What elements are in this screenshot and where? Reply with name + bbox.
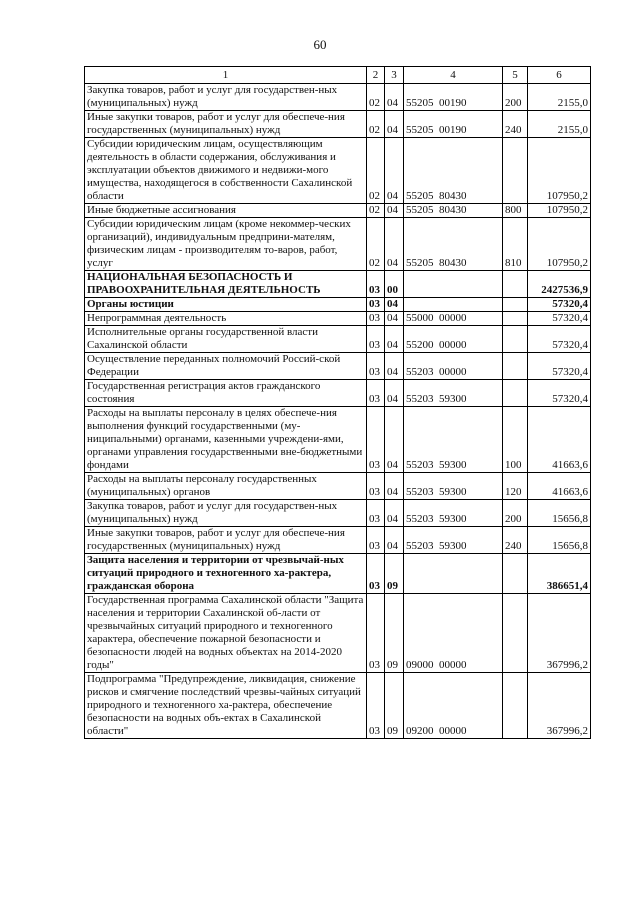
row-target-code: 55203 59300: [404, 380, 503, 407]
row-amount: 15656,8: [528, 500, 591, 527]
col-header-name: 1: [85, 67, 367, 84]
row-expense-type: 240: [503, 527, 528, 554]
budget-table: [84, 66, 591, 739]
row-target-code: 55203 00000: [404, 353, 503, 380]
row-amount: 15656,8: [528, 527, 591, 554]
row-section: 03: [367, 554, 385, 594]
table-row: [85, 473, 591, 500]
row-target-code: 55200 00000: [404, 326, 503, 353]
table-row: [85, 673, 591, 739]
table-row: [85, 111, 591, 138]
table-row: [85, 500, 591, 527]
row-name: Государственная программа Сахалинской области "Защита населения и территории Сахалинской об-ласти от чрезвычайных ситуаций природного и техногенного характера, обеспечение пожарной безопасности и безопасности людей на водных объектах на 2014-2020 годы": [85, 594, 367, 673]
page-number: 60: [313, 37, 327, 52]
row-subsection: 09: [385, 673, 404, 739]
row-name: Подпрограмма "Предупреждение, ликвидация, снижение рисков и смягчение последствий чрезвы-чайных ситуаций природного и техногенного ха-рактера, обеспечение безопасности на водных объ-ектах в Сахалинской области": [85, 673, 367, 739]
col-header-subsection: 3: [385, 67, 404, 84]
row-amount: 107950,2: [528, 218, 591, 271]
row-expense-type: [503, 271, 528, 298]
row-name: Государственная регистрация актов гражданского состояния: [85, 380, 367, 407]
row-section: 03: [367, 271, 385, 298]
row-amount: 2155,0: [528, 84, 591, 111]
row-expense-type: 240: [503, 111, 528, 138]
table-row: [85, 554, 591, 594]
row-target-code: 55000 00000: [404, 312, 503, 326]
row-target-code: 55205 80430: [404, 218, 503, 271]
row-expense-type: 200: [503, 84, 528, 111]
row-name: Закупка товаров, работ и услуг для государствен-ных (муниципальных) нужд: [85, 500, 367, 527]
row-section: 02: [367, 111, 385, 138]
table-row: [85, 312, 591, 326]
row-target-code: 55205 00190: [404, 111, 503, 138]
row-target-code: 55205 80430: [404, 204, 503, 218]
row-section: 02: [367, 218, 385, 271]
row-name: Иные бюджетные ассигнования: [85, 204, 367, 218]
row-subsection: 04: [385, 312, 404, 326]
row-expense-type: 200: [503, 500, 528, 527]
row-target-code: 55205 80430: [404, 138, 503, 204]
row-amount: 2155,0: [528, 111, 591, 138]
row-subsection: 04: [385, 111, 404, 138]
row-subsection: 04: [385, 138, 404, 204]
row-expense-type: [503, 326, 528, 353]
row-subsection: 04: [385, 218, 404, 271]
row-subsection: 04: [385, 407, 404, 473]
row-subsection: 04: [385, 527, 404, 554]
row-subsection: 04: [385, 326, 404, 353]
row-target-code: [404, 554, 503, 594]
table-row: [85, 204, 591, 218]
table-body: [85, 84, 591, 739]
table-row: [85, 380, 591, 407]
row-amount: 2427536,9: [528, 271, 591, 298]
table-row: [85, 594, 591, 673]
table-row: [85, 353, 591, 380]
row-expense-type: 120: [503, 473, 528, 500]
row-amount: 367996,2: [528, 594, 591, 673]
row-name: НАЦИОНАЛЬНАЯ БЕЗОПАСНОСТЬ И ПРАВООХРАНИТЕЛЬНАЯ ДЕЯТЕЛЬНОСТЬ: [85, 271, 367, 298]
row-target-code: 55203 59300: [404, 407, 503, 473]
row-subsection: 04: [385, 298, 404, 312]
row-amount: 367996,2: [528, 673, 591, 739]
row-target-code: 09200 00000: [404, 673, 503, 739]
row-name: Органы юстиции: [85, 298, 367, 312]
row-target-code: 55203 59300: [404, 500, 503, 527]
row-amount: 57320,4: [528, 353, 591, 380]
row-section: 03: [367, 298, 385, 312]
row-section: 02: [367, 84, 385, 111]
row-expense-type: [503, 594, 528, 673]
row-section: 03: [367, 312, 385, 326]
row-target-code: 55203 59300: [404, 527, 503, 554]
row-expense-type: 800: [503, 204, 528, 218]
row-name: Расходы на выплаты персоналу в целях обеспече-ния выполнения функций государственными (му-ниципальными) органами, казенными учреждени-ями, органами управления государственными вне-бюджетными фондами: [85, 407, 367, 473]
row-section: 03: [367, 353, 385, 380]
col-header-section: 2: [367, 67, 385, 84]
row-subsection: 04: [385, 500, 404, 527]
row-subsection: 00: [385, 271, 404, 298]
col-header-amount: 6: [528, 67, 591, 84]
row-name: Осуществление переданных полномочий Россий-ской Федерации: [85, 353, 367, 380]
row-amount: 41663,6: [528, 473, 591, 500]
row-expense-type: [503, 554, 528, 594]
row-section: 03: [367, 527, 385, 554]
row-name: Исполнительные органы государственной власти Сахалинской области: [85, 326, 367, 353]
row-subsection: 04: [385, 353, 404, 380]
row-name: Иные закупки товаров, работ и услуг для обеспече-ния государственных (муниципальных) нужд: [85, 527, 367, 554]
row-amount: 57320,4: [528, 326, 591, 353]
col-header-expense-type: 5: [503, 67, 528, 84]
row-target-code: 55203 59300: [404, 473, 503, 500]
row-name: Иные закупки товаров, работ и услуг для обеспече-ния государственных (муниципальных) нужд: [85, 111, 367, 138]
row-amount: 57320,4: [528, 380, 591, 407]
row-section: 03: [367, 594, 385, 673]
row-expense-type: 810: [503, 218, 528, 271]
table-row: [85, 326, 591, 353]
row-subsection: 04: [385, 473, 404, 500]
table-row: [85, 218, 591, 271]
row-subsection: 04: [385, 204, 404, 218]
row-expense-type: [503, 298, 528, 312]
row-name: Расходы на выплаты персоналу государственных (муниципальных) органов: [85, 473, 367, 500]
row-subsection: 09: [385, 594, 404, 673]
col-header-target-code: 4: [404, 67, 503, 84]
table-row: [85, 298, 591, 312]
row-expense-type: [503, 138, 528, 204]
row-amount: 107950,2: [528, 138, 591, 204]
row-subsection: 04: [385, 380, 404, 407]
row-expense-type: 100: [503, 407, 528, 473]
row-expense-type: [503, 353, 528, 380]
row-expense-type: [503, 673, 528, 739]
row-section: 03: [367, 326, 385, 353]
row-amount: 107950,2: [528, 204, 591, 218]
row-section: 02: [367, 204, 385, 218]
row-target-code: 09000 00000: [404, 594, 503, 673]
header-row: [85, 67, 591, 84]
row-section: 03: [367, 500, 385, 527]
row-amount: 41663,6: [528, 407, 591, 473]
row-section: 02: [367, 138, 385, 204]
table-row: [85, 271, 591, 298]
row-amount: 386651,4: [528, 554, 591, 594]
row-expense-type: [503, 380, 528, 407]
row-section: 03: [367, 473, 385, 500]
row-name: Защита населения и территории от чрезвычай-ных ситуаций природного и техногенного ха-рактера, гражданская оборона: [85, 554, 367, 594]
row-subsection: 04: [385, 84, 404, 111]
row-name: Субсидии юридическим лицам, осуществляющим деятельность в области содержания, обслуживания и эксплуатации объектов движимого и недвижи-мого имущества, находящегося в собственности Сахалинской области: [85, 138, 367, 204]
row-name: Непрограммная деятельность: [85, 312, 367, 326]
row-name: Закупка товаров, работ и услуг для государствен-ных (муниципальных) нужд: [85, 84, 367, 111]
row-section: 03: [367, 407, 385, 473]
row-target-code: [404, 271, 503, 298]
row-name: Субсидии юридическим лицам (кроме некоммер-ческих организаций), индивидуальным предприни-мателям, физическим лицам - производителям то-варов, работ, услуг: [85, 218, 367, 271]
row-amount: 57320,4: [528, 312, 591, 326]
row-expense-type: [503, 312, 528, 326]
row-section: 03: [367, 380, 385, 407]
row-target-code: [404, 298, 503, 312]
table-row: [85, 138, 591, 204]
row-section: 03: [367, 673, 385, 739]
row-subsection: 09: [385, 554, 404, 594]
row-target-code: 55205 00190: [404, 84, 503, 111]
row-amount: 57320,4: [528, 298, 591, 312]
table-row: [85, 407, 591, 473]
table-row: [85, 84, 591, 111]
table-row: [85, 527, 591, 554]
